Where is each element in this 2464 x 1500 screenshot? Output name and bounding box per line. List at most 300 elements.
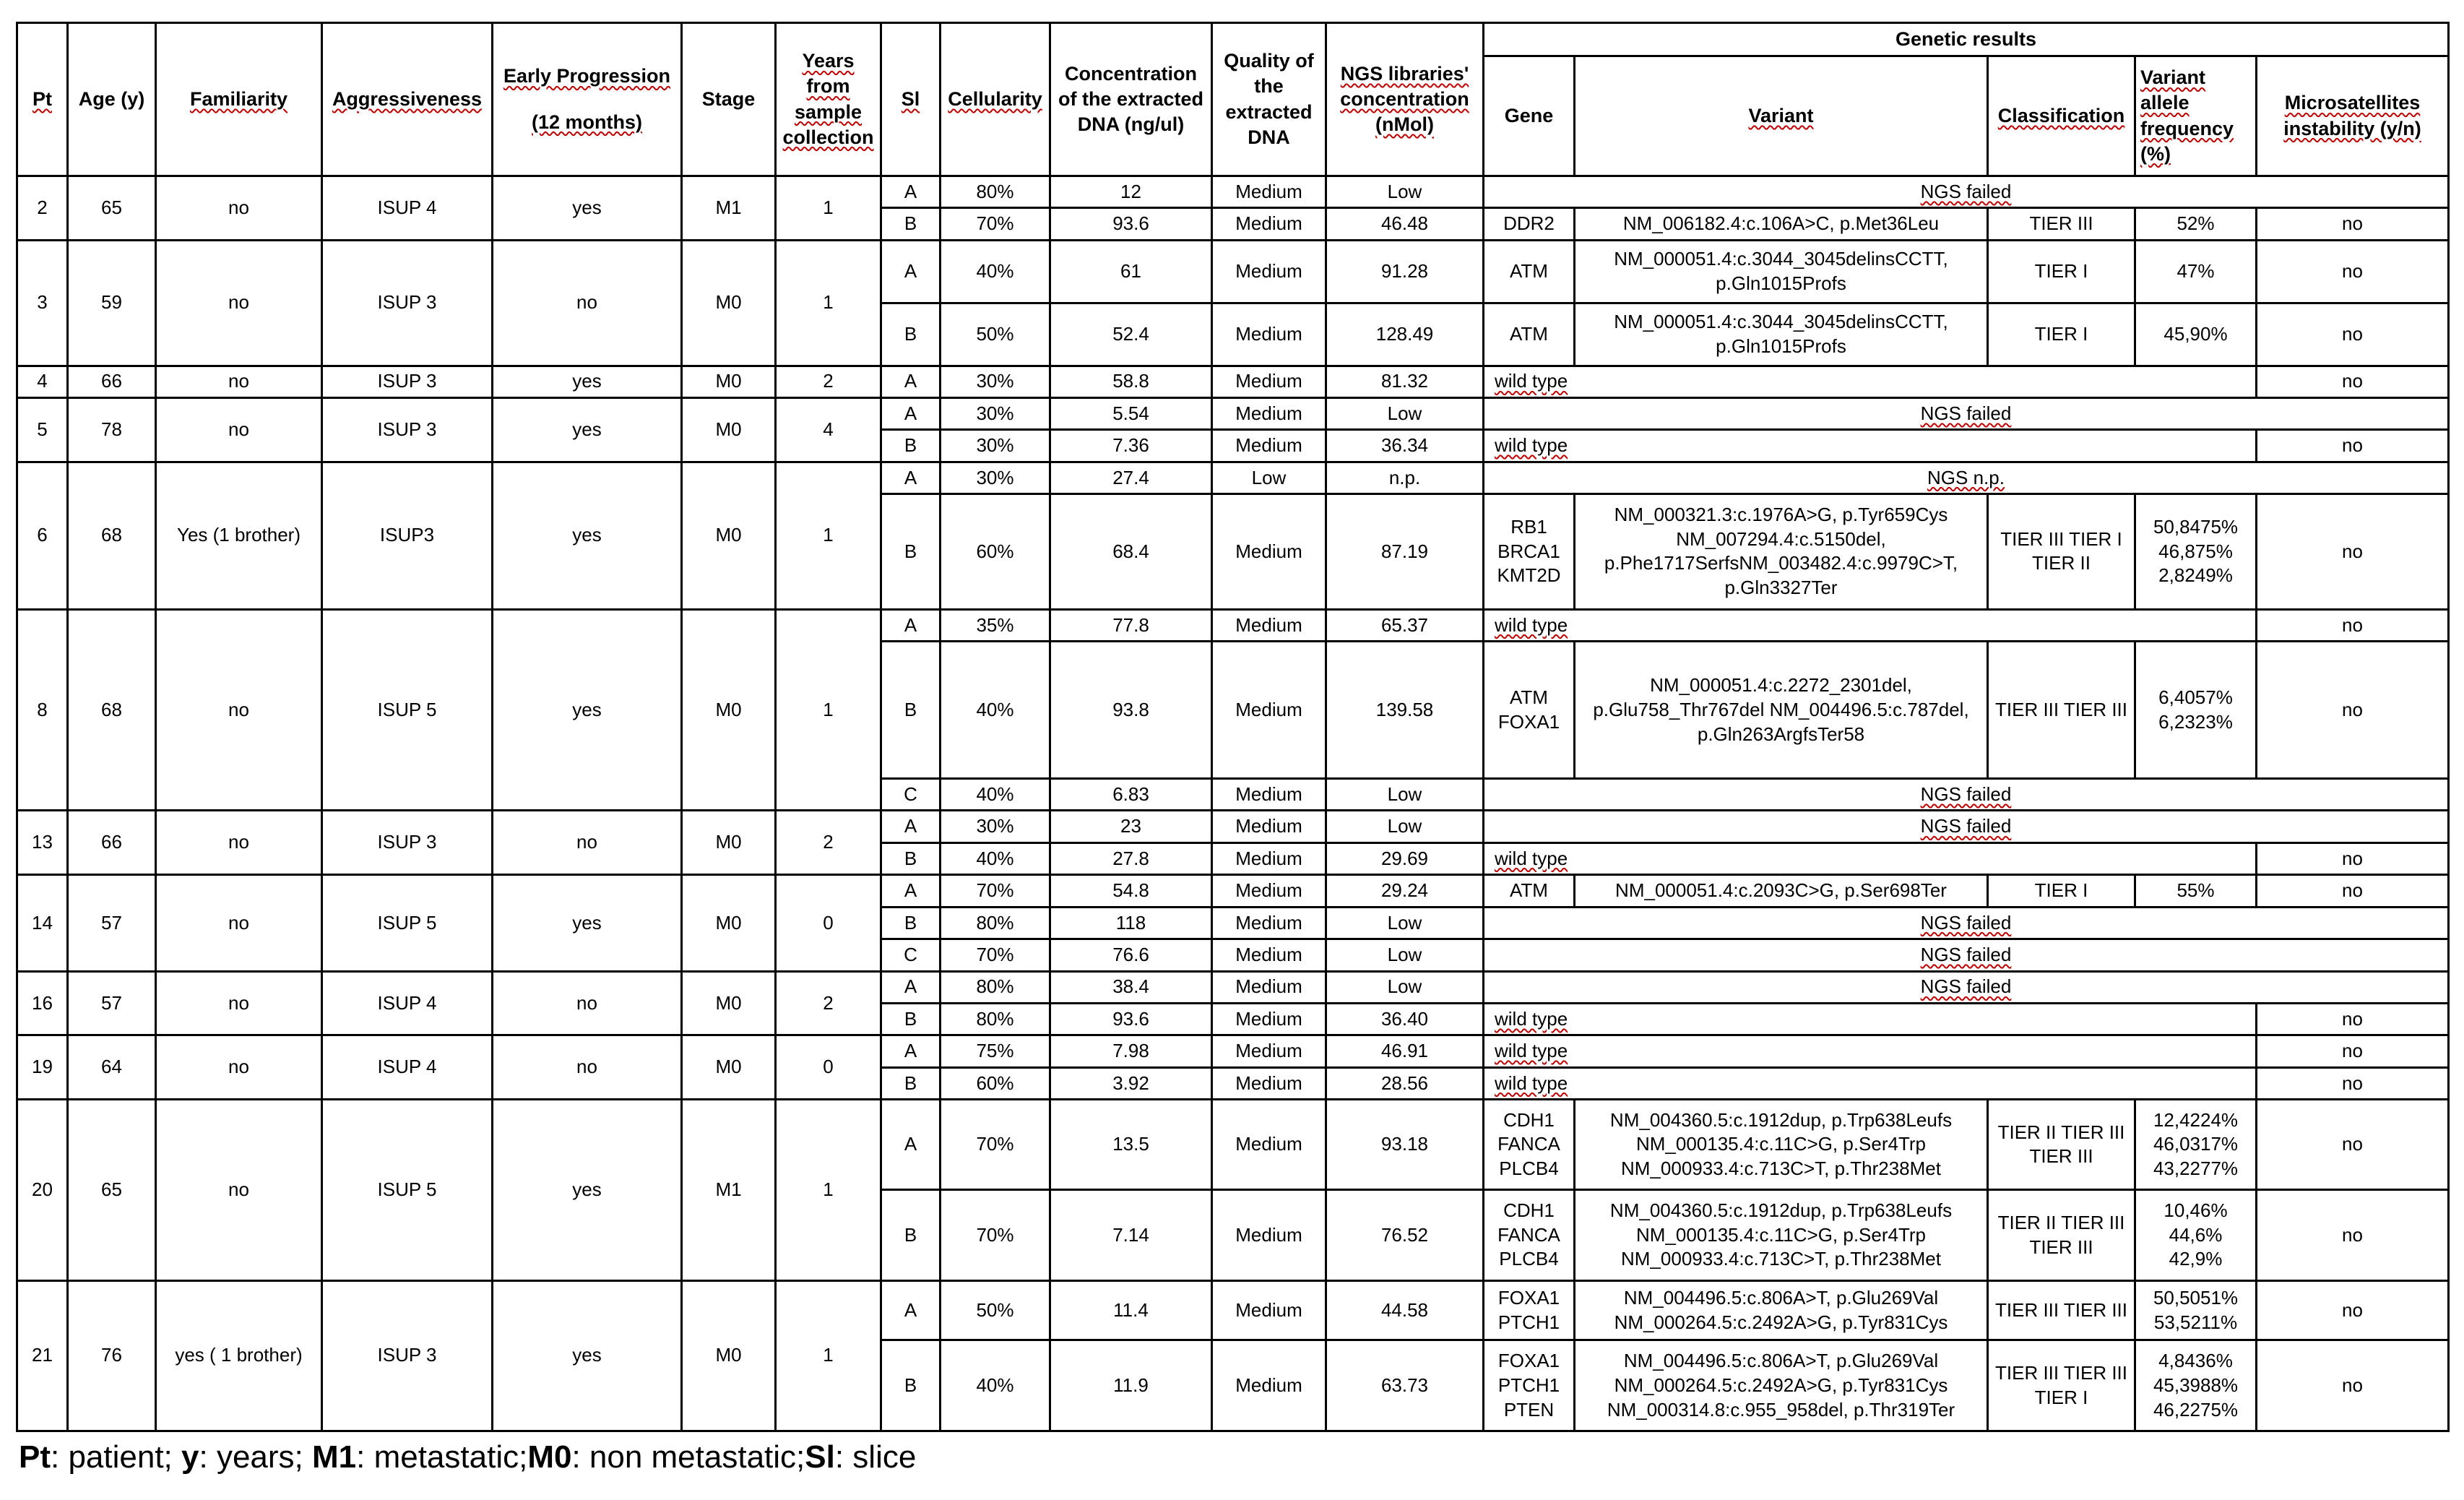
footnote-key: Pt [19, 1439, 51, 1475]
cell-age: 76 [68, 1280, 156, 1431]
cell-quality: Medium [1212, 1003, 1326, 1035]
cell-quality: Medium [1212, 642, 1326, 779]
cell-gene: CDH1 FANCA PLCB4 [1484, 1190, 1575, 1280]
cell-quality: Medium [1212, 494, 1326, 610]
cell-pt: 4 [17, 366, 68, 397]
cell-early-progression: yes [493, 875, 682, 971]
cell-stage: M0 [682, 240, 776, 366]
cell-concentration: 6.83 [1050, 779, 1212, 811]
cell-slice: A [881, 366, 941, 397]
cell-cellularity: 70% [941, 208, 1050, 240]
cell-slice: A [881, 875, 941, 907]
cell-pt: 5 [17, 397, 68, 462]
cell-concentration: 52.4 [1050, 303, 1212, 366]
footnote-text: : non metastatic; [571, 1439, 805, 1475]
cell-gene: DDR2 [1484, 208, 1575, 240]
cell-ngs-note [1484, 176, 2449, 208]
cell-slice: B [881, 842, 941, 874]
table-row [17, 366, 2449, 397]
header-concentration: Concentration of the extracted DNA (ng/ul) [1050, 23, 1212, 176]
cell-ngs-concentration: 81.32 [1326, 366, 1484, 397]
cell-quality: Medium [1212, 208, 1326, 240]
header-aggressiveness: Aggressiveness [322, 23, 493, 176]
header-sl: Sl [881, 23, 941, 176]
cell-cellularity: 40% [941, 1340, 1050, 1431]
ngs-note-text: NGS n.p. [1927, 466, 2005, 488]
cell-years: 2 [776, 366, 881, 397]
cell-concentration: 93.6 [1050, 208, 1212, 240]
cell-gene: RB1 BRCA1 KMT2D [1484, 494, 1575, 610]
cell-cellularity: 40% [941, 779, 1050, 811]
cell-aggressiveness: ISUP 3 [322, 366, 493, 397]
cell-variant: NM_004496.5:c.806A>T, p.Glu269Val NM_000264.5:c.2492A>G, p.Tyr831Cys NM_000314.8:c.955_958del, p.Thr319Ter [1575, 1340, 1988, 1431]
cell-vaf: 45,90% [2135, 303, 2257, 366]
cell-ngs-concentration: Low [1326, 971, 1484, 1003]
cell-ngs-note [1484, 971, 2449, 1003]
cell-familiarity: no [156, 971, 322, 1035]
cell-aggressiveness: ISUP 4 [322, 1035, 493, 1100]
cell-age: 68 [68, 462, 156, 609]
cell-cellularity: 30% [941, 462, 1050, 493]
cell-msi: no [2257, 208, 2449, 240]
footnote [19, 1439, 916, 1475]
ngs-note-text: NGS failed [1920, 911, 2012, 934]
header-years: Years from sample collection [776, 23, 881, 176]
cell-quality: Medium [1212, 971, 1326, 1003]
cell-early-progression: yes [493, 366, 682, 397]
cell-ngs-concentration: 29.69 [1326, 842, 1484, 874]
cell-early-progression: yes [493, 397, 682, 462]
footnote-key: M1 [312, 1439, 357, 1475]
wild-type-text: wild type [1495, 370, 1568, 392]
cell-msi: no [2257, 842, 2449, 874]
cell-concentration: 12 [1050, 176, 1212, 208]
cell-ngs-concentration: Low [1326, 176, 1484, 208]
table-row [17, 609, 2449, 641]
cell-concentration: 11.9 [1050, 1340, 1212, 1431]
cell-ngs-concentration: 63.73 [1326, 1340, 1484, 1431]
cell-aggressiveness: ISUP 5 [322, 609, 493, 811]
table-body [17, 176, 2449, 1431]
cell-quality: Medium [1212, 1067, 1326, 1099]
cell-pt: 13 [17, 811, 68, 875]
cell-cellularity: 50% [941, 303, 1050, 366]
ngs-note-text: NGS failed [1920, 943, 2012, 965]
cell-wild-type [1484, 1035, 2257, 1067]
table-row [17, 240, 2449, 303]
cell-cellularity: 40% [941, 642, 1050, 779]
cell-ngs-concentration: Low [1326, 907, 1484, 939]
cell-ngs-concentration: 28.56 [1326, 1067, 1484, 1099]
cell-aggressiveness: ISUP 4 [322, 971, 493, 1035]
cell-slice: A [881, 176, 941, 208]
header-variant: Variant [1575, 56, 1988, 176]
header-early-progression-sub: (12 months) [531, 111, 642, 133]
cell-pt: 2 [17, 176, 68, 241]
footnote-text: : years; [199, 1439, 312, 1475]
genetic-results-table [16, 22, 2450, 1432]
cell-quality: Medium [1212, 1280, 1326, 1340]
cell-msi: no [2257, 240, 2449, 303]
footnote-key: Sl [805, 1439, 835, 1475]
cell-pt: 21 [17, 1280, 68, 1431]
cell-familiarity: no [156, 397, 322, 462]
cell-msi: no [2257, 1280, 2449, 1340]
table-row [17, 1280, 2449, 1340]
cell-stage: M0 [682, 609, 776, 811]
cell-quality: Medium [1212, 240, 1326, 303]
cell-ngs-concentration: 87.19 [1326, 494, 1484, 610]
cell-slice: B [881, 1190, 941, 1280]
cell-msi: no [2257, 1190, 2449, 1280]
table-row [17, 971, 2449, 1003]
cell-familiarity: no [156, 875, 322, 971]
cell-vaf: 10,46% 44,6% 42,9% [2135, 1190, 2257, 1280]
cell-classification: TIER III [1988, 208, 2135, 240]
cell-msi: no [2257, 609, 2449, 641]
wild-type-text: wild type [1495, 1072, 1568, 1094]
cell-quality: Medium [1212, 907, 1326, 939]
ngs-note-text: NGS failed [1920, 783, 2012, 805]
wild-type-text: wild type [1495, 1040, 1568, 1062]
table-row [17, 875, 2449, 907]
cell-ngs-concentration: 93.18 [1326, 1100, 1484, 1190]
cell-cellularity: 70% [941, 1100, 1050, 1190]
cell-wild-type [1484, 842, 2257, 874]
cell-cellularity: 50% [941, 1280, 1050, 1340]
cell-aggressiveness: ISUP 3 [322, 811, 493, 875]
cell-ngs-concentration: Low [1326, 397, 1484, 429]
cell-slice: B [881, 1340, 941, 1431]
cell-cellularity: 75% [941, 1035, 1050, 1067]
cell-ngs-concentration: 76.52 [1326, 1190, 1484, 1280]
header-early-progression-title: Early Progression [503, 65, 671, 87]
ngs-note-text: NGS failed [1920, 180, 2012, 202]
footnote-text: : slice [834, 1439, 917, 1475]
cell-vaf: 4,8436% 45,3988% 46,2275% [2135, 1340, 2257, 1431]
cell-cellularity: 60% [941, 1067, 1050, 1099]
table-row [17, 811, 2449, 842]
cell-age: 59 [68, 240, 156, 366]
cell-familiarity: no [156, 1035, 322, 1100]
cell-concentration: 93.8 [1050, 642, 1212, 779]
cell-ngs-note [1484, 779, 2449, 811]
cell-vaf: 12,4224% 46,0317% 43,2277% [2135, 1100, 2257, 1190]
cell-cellularity: 30% [941, 430, 1050, 462]
cell-familiarity: Yes (1 brother) [156, 462, 322, 609]
cell-years: 1 [776, 176, 881, 241]
cell-slice: A [881, 240, 941, 303]
cell-concentration: 13.5 [1050, 1100, 1212, 1190]
cell-msi: no [2257, 1003, 2449, 1035]
header-ngs-concentration: NGS libraries' concentration (nMol) [1326, 23, 1484, 176]
table-row [17, 462, 2449, 493]
cell-ngs-concentration: 91.28 [1326, 240, 1484, 303]
cell-years: 0 [776, 875, 881, 971]
cell-years: 0 [776, 1035, 881, 1100]
cell-concentration: 7.98 [1050, 1035, 1212, 1067]
cell-slice: A [881, 1100, 941, 1190]
cell-classification: TIER II TIER III TIER III [1988, 1190, 2135, 1280]
cell-concentration: 3.92 [1050, 1067, 1212, 1099]
cell-vaf: 6,4057% 6,2323% [2135, 642, 2257, 779]
cell-cellularity: 80% [941, 971, 1050, 1003]
cell-slice: B [881, 1003, 941, 1035]
cell-slice: A [881, 462, 941, 493]
cell-variant: NM_006182.4:c.106A>C, p.Met36Leu [1575, 208, 1988, 240]
cell-years: 4 [776, 397, 881, 462]
cell-cellularity: 70% [941, 939, 1050, 971]
cell-familiarity: no [156, 811, 322, 875]
cell-ngs-concentration: 29.24 [1326, 875, 1484, 907]
cell-quality: Medium [1212, 366, 1326, 397]
cell-age: 57 [68, 875, 156, 971]
header-classification: Classification [1988, 56, 2135, 176]
cell-familiarity: no [156, 609, 322, 811]
cell-ngs-note [1484, 907, 2449, 939]
cell-early-progression: yes [493, 462, 682, 609]
cell-concentration: 61 [1050, 240, 1212, 303]
cell-slice: C [881, 779, 941, 811]
cell-slice: A [881, 811, 941, 842]
header-stage: Stage [682, 23, 776, 176]
cell-classification: TIER I [1988, 240, 2135, 303]
header-age: Age (y) [68, 23, 156, 176]
cell-classification: TIER II TIER III TIER III [1988, 1100, 2135, 1190]
cell-early-progression: yes [493, 176, 682, 241]
cell-msi: no [2257, 366, 2449, 397]
cell-pt: 20 [17, 1100, 68, 1280]
cell-slice: B [881, 907, 941, 939]
cell-stage: M0 [682, 397, 776, 462]
cell-stage: M0 [682, 1280, 776, 1431]
cell-quality: Medium [1212, 1035, 1326, 1067]
cell-concentration: 38.4 [1050, 971, 1212, 1003]
cell-concentration: 76.6 [1050, 939, 1212, 971]
cell-cellularity: 70% [941, 875, 1050, 907]
cell-early-progression: no [493, 811, 682, 875]
cell-concentration: 54.8 [1050, 875, 1212, 907]
cell-quality: Medium [1212, 842, 1326, 874]
cell-quality: Medium [1212, 875, 1326, 907]
ngs-note-text: NGS failed [1920, 975, 2012, 998]
cell-classification: TIER I [1988, 303, 2135, 366]
cell-concentration: 27.8 [1050, 842, 1212, 874]
cell-cellularity: 30% [941, 366, 1050, 397]
cell-msi: no [2257, 642, 2449, 779]
wild-type-text: wild type [1495, 1007, 1568, 1030]
cell-pt: 8 [17, 609, 68, 811]
cell-vaf: 52% [2135, 208, 2257, 240]
wild-type-text: wild type [1495, 434, 1568, 457]
cell-years: 2 [776, 971, 881, 1035]
cell-slice: B [881, 494, 941, 610]
cell-slice: A [881, 397, 941, 429]
footnote-key: M0 [527, 1439, 572, 1475]
cell-slice: A [881, 971, 941, 1003]
cell-age: 68 [68, 609, 156, 811]
cell-variant: NM_004360.5:c.1912dup, p.Trp638Leufs NM_000135.4:c.11C>G, p.Ser4Trp NM_000933.4:c.713C>T, p.Thr238Met [1575, 1190, 1988, 1280]
cell-vaf: 47% [2135, 240, 2257, 303]
cell-ngs-concentration: 46.48 [1326, 208, 1484, 240]
table-row [17, 1100, 2449, 1190]
cell-cellularity: 70% [941, 1190, 1050, 1280]
cell-pt: 16 [17, 971, 68, 1035]
cell-gene: CDH1 FANCA PLCB4 [1484, 1100, 1575, 1190]
cell-years: 1 [776, 240, 881, 366]
cell-variant: NM_000051.4:c.3044_3045delinsCCTT, p.Gln1015Profs [1575, 303, 1988, 366]
cell-years: 1 [776, 609, 881, 811]
cell-ngs-concentration: 44.58 [1326, 1280, 1484, 1340]
cell-age: 66 [68, 811, 156, 875]
cell-gene: ATM [1484, 240, 1575, 303]
cell-msi: no [2257, 1067, 2449, 1099]
cell-wild-type [1484, 1003, 2257, 1035]
header-cellularity: Cellularity [941, 23, 1050, 176]
cell-variant: NM_000051.4:c.2093C>G, p.Ser698Ter [1575, 875, 1988, 907]
cell-age: 65 [68, 1100, 156, 1280]
cell-slice: A [881, 1035, 941, 1067]
cell-quality: Medium [1212, 1340, 1326, 1431]
cell-pt: 3 [17, 240, 68, 366]
cell-quality: Medium [1212, 303, 1326, 366]
header-familiarity: Familiarity [156, 23, 322, 176]
cell-classification: TIER III TIER I TIER II [1988, 494, 2135, 610]
cell-cellularity: 80% [941, 176, 1050, 208]
cell-familiarity: yes ( 1 brother) [156, 1280, 322, 1431]
cell-msi: no [2257, 303, 2449, 366]
cell-slice: B [881, 430, 941, 462]
cell-ngs-concentration: 46.91 [1326, 1035, 1484, 1067]
cell-quality: Low [1212, 462, 1326, 493]
cell-early-progression: yes [493, 1280, 682, 1431]
header-early-progression [493, 23, 682, 176]
cell-ngs-note [1484, 462, 2449, 493]
cell-aggressiveness: ISUP 3 [322, 1280, 493, 1431]
table-row [17, 1035, 2449, 1067]
cell-quality: Medium [1212, 811, 1326, 842]
cell-age: 66 [68, 366, 156, 397]
cell-concentration: 7.36 [1050, 430, 1212, 462]
cell-stage: M0 [682, 366, 776, 397]
cell-concentration: 93.6 [1050, 1003, 1212, 1035]
header-vaf: Variant allele frequency (%) [2135, 56, 2257, 176]
wild-type-text: wild type [1495, 847, 1568, 869]
cell-classification: TIER III TIER III [1988, 642, 2135, 779]
cell-years: 1 [776, 462, 881, 609]
cell-age: 78 [68, 397, 156, 462]
cell-aggressiveness: ISUP 5 [322, 1100, 493, 1280]
cell-vaf: 50,8475% 46,875% 2,8249% [2135, 494, 2257, 610]
cell-wild-type [1484, 430, 2257, 462]
wild-type-text: wild type [1495, 613, 1568, 636]
cell-early-progression: no [493, 971, 682, 1035]
cell-gene: ATM [1484, 875, 1575, 907]
cell-early-progression: no [493, 1035, 682, 1100]
cell-ngs-concentration: 65.37 [1326, 609, 1484, 641]
cell-gene: ATM FOXA1 [1484, 642, 1575, 779]
cell-concentration: 7.14 [1050, 1190, 1212, 1280]
cell-quality: Medium [1212, 397, 1326, 429]
cell-concentration: 68.4 [1050, 494, 1212, 610]
cell-cellularity: 80% [941, 1003, 1050, 1035]
cell-concentration: 11.4 [1050, 1280, 1212, 1340]
cell-concentration: 58.8 [1050, 366, 1212, 397]
cell-stage: M0 [682, 811, 776, 875]
table-header [17, 23, 2449, 176]
cell-gene: FOXA1 PTCH1 [1484, 1280, 1575, 1340]
cell-vaf: 55% [2135, 875, 2257, 907]
cell-ngs-note [1484, 811, 2449, 842]
cell-aggressiveness: ISUP 3 [322, 397, 493, 462]
cell-msi: no [2257, 494, 2449, 610]
cell-familiarity: no [156, 366, 322, 397]
cell-stage: M1 [682, 176, 776, 241]
cell-wild-type [1484, 1067, 2257, 1099]
cell-aggressiveness: ISUP 3 [322, 240, 493, 366]
footnote-key: y [181, 1439, 199, 1475]
cell-ngs-note [1484, 397, 2449, 429]
cell-classification: TIER III TIER III [1988, 1280, 2135, 1340]
cell-variant: NM_004360.5:c.1912dup, p.Trp638Leufs NM_000135.4:c.11C>G, p.Ser4Trp NM_000933.4:c.713C>T, p.Thr238Met [1575, 1100, 1988, 1190]
cell-cellularity: 40% [941, 842, 1050, 874]
cell-aggressiveness: ISUP 4 [322, 176, 493, 241]
cell-quality: Medium [1212, 176, 1326, 208]
cell-ngs-concentration: 36.40 [1326, 1003, 1484, 1035]
cell-stage: M0 [682, 875, 776, 971]
cell-quality: Medium [1212, 430, 1326, 462]
cell-years: 1 [776, 1280, 881, 1431]
cell-quality: Medium [1212, 779, 1326, 811]
cell-ngs-concentration: Low [1326, 779, 1484, 811]
cell-msi: no [2257, 1100, 2449, 1190]
cell-cellularity: 40% [941, 240, 1050, 303]
cell-stage: M1 [682, 1100, 776, 1280]
cell-wild-type [1484, 609, 2257, 641]
cell-quality: Medium [1212, 939, 1326, 971]
cell-cellularity: 35% [941, 609, 1050, 641]
cell-cellularity: 30% [941, 811, 1050, 842]
cell-cellularity: 60% [941, 494, 1050, 610]
cell-slice: B [881, 1067, 941, 1099]
header-pt: Pt [17, 23, 68, 176]
header-genetic-results: Genetic results [1484, 23, 2449, 56]
cell-concentration: 5.54 [1050, 397, 1212, 429]
cell-quality: Medium [1212, 609, 1326, 641]
cell-gene: FOXA1 PTCH1 PTEN [1484, 1340, 1575, 1431]
header-quality: Quality of the extracted DNA [1212, 23, 1326, 176]
cell-ngs-concentration: n.p. [1326, 462, 1484, 493]
footnote-text: : metastatic; [356, 1439, 528, 1475]
cell-aggressiveness: ISUP 5 [322, 875, 493, 971]
cell-slice: A [881, 609, 941, 641]
cell-aggressiveness: ISUP3 [322, 462, 493, 609]
cell-familiarity: no [156, 1100, 322, 1280]
table-row [17, 397, 2449, 429]
cell-age: 57 [68, 971, 156, 1035]
cell-slice: B [881, 642, 941, 779]
cell-msi: no [2257, 1035, 2449, 1067]
cell-early-progression: no [493, 240, 682, 366]
cell-early-progression: yes [493, 1100, 682, 1280]
header-gene: Gene [1484, 56, 1575, 176]
cell-familiarity: no [156, 240, 322, 366]
cell-cellularity: 80% [941, 907, 1050, 939]
cell-slice: B [881, 208, 941, 240]
cell-classification: TIER I [1988, 875, 2135, 907]
cell-early-progression: yes [493, 609, 682, 811]
cell-ngs-note [1484, 939, 2449, 971]
